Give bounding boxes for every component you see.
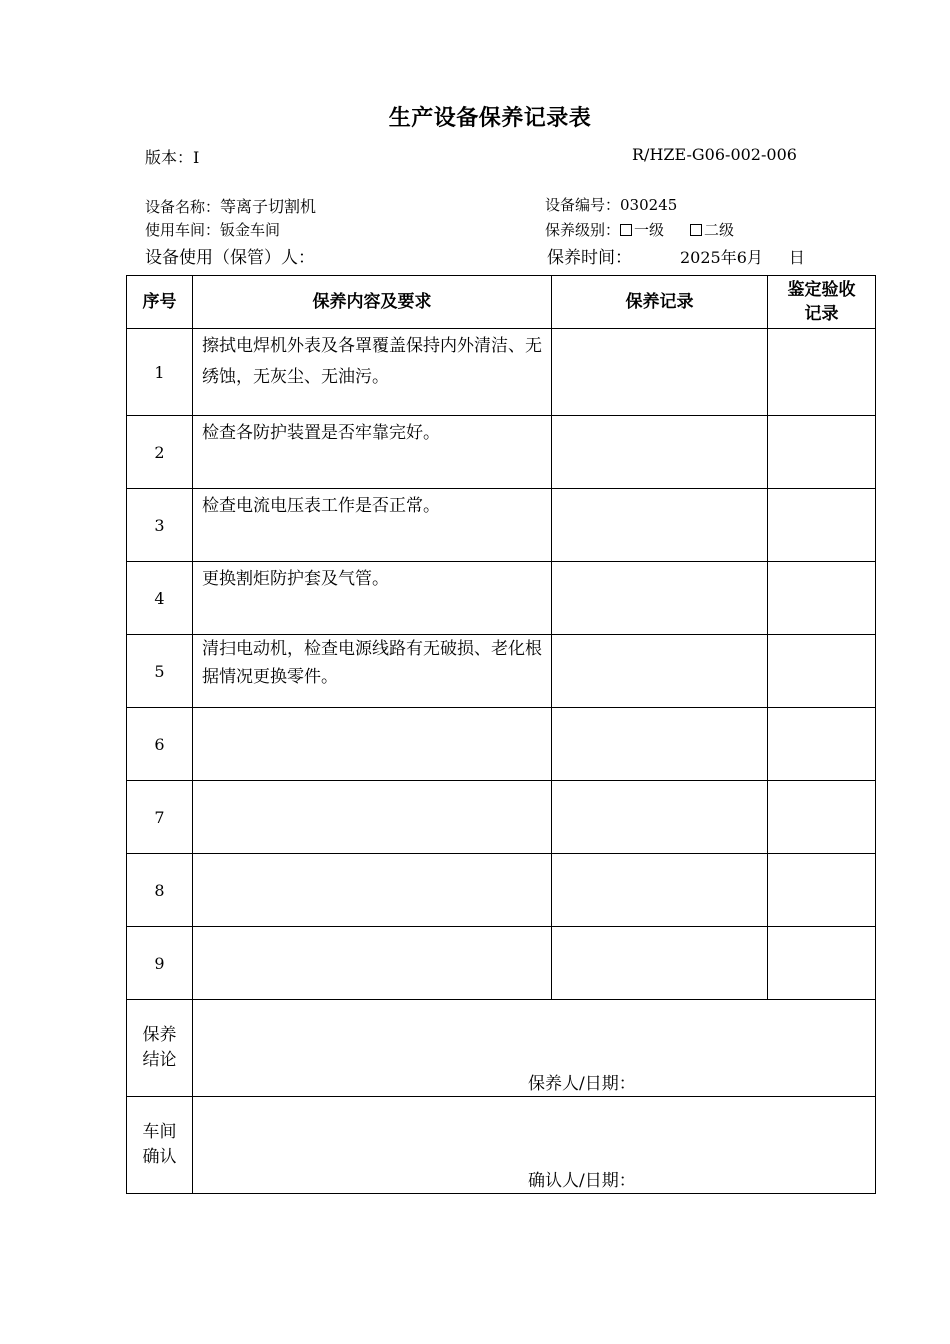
document-code: R/HZE-G06-002-006	[632, 145, 797, 164]
equipment-name-label: 设备名称：	[145, 198, 221, 216]
workshop-row	[145, 219, 280, 240]
equipment-name-value: 等离子切割机	[220, 197, 317, 216]
row-acceptance-cell[interactable]	[768, 635, 876, 708]
confirmation-signature-label: 确认人/日期：	[528, 1171, 636, 1191]
confirmation-cell[interactable]	[193, 1097, 876, 1194]
header-acceptance: 鉴定验收记录	[768, 276, 876, 329]
row-acceptance-cell[interactable]	[768, 489, 876, 562]
row-content[interactable]	[193, 927, 552, 1000]
level-1-checkbox[interactable]	[620, 224, 632, 236]
header-record: 保养记录	[552, 276, 768, 329]
row-number: 8	[127, 854, 193, 927]
conclusion-cell[interactable]	[193, 1000, 876, 1097]
row-record-cell[interactable]	[552, 927, 768, 1000]
table-row	[127, 781, 876, 854]
table-row	[127, 635, 876, 708]
header-content: 保养内容及要求	[193, 276, 552, 329]
table-row	[127, 708, 876, 781]
maintenance-level-row	[545, 219, 734, 240]
row-acceptance-cell[interactable]	[768, 927, 876, 1000]
equipment-no-row	[545, 194, 677, 215]
row-record-cell[interactable]	[552, 635, 768, 708]
table-row	[127, 416, 876, 489]
equipment-name-row	[145, 194, 316, 217]
equipment-no-value: 030245	[620, 196, 678, 214]
row-number: 4	[127, 562, 193, 635]
maintenance-table	[126, 275, 876, 1194]
time-day: 日	[788, 248, 805, 267]
row-record-cell[interactable]	[552, 562, 768, 635]
table-row	[127, 562, 876, 635]
version-label: 版本：I	[145, 148, 200, 167]
row-content[interactable]	[193, 854, 552, 927]
row-number: 9	[127, 927, 193, 1000]
row-number: 7	[127, 781, 193, 854]
row-content: 检查电流电压表工作是否正常。	[193, 489, 552, 562]
row-number: 2	[127, 416, 193, 489]
time-value: 2025年6月	[680, 248, 763, 267]
workshop-label: 使用车间：	[145, 221, 221, 239]
row-acceptance-cell[interactable]	[768, 329, 876, 416]
row-record-cell[interactable]	[552, 329, 768, 416]
conclusion-row	[127, 1000, 876, 1097]
row-record-cell[interactable]	[552, 489, 768, 562]
level-2-label: 二级	[704, 221, 735, 239]
row-record-cell[interactable]	[552, 708, 768, 781]
time-label: 保养时间：	[547, 248, 632, 268]
row-record-cell[interactable]	[552, 854, 768, 927]
confirmation-row	[127, 1097, 876, 1194]
conclusion-signature-label: 保养人/日期：	[528, 1074, 636, 1094]
row-number: 6	[127, 708, 193, 781]
table-row	[127, 329, 876, 416]
level-2-checkbox[interactable]	[690, 224, 702, 236]
row-content[interactable]	[193, 781, 552, 854]
row-content: 擦拭电焊机外表及各罩覆盖保持内外清洁、无绣蚀，无灰尘、无油污。	[193, 329, 552, 416]
row-record-cell[interactable]	[552, 781, 768, 854]
table-row	[127, 927, 876, 1000]
workshop-value: 钣金车间	[220, 221, 281, 239]
row-record-cell[interactable]	[552, 416, 768, 489]
row-acceptance-cell[interactable]	[768, 416, 876, 489]
equipment-no-label: 设备编号：	[545, 196, 621, 214]
row-number: 3	[127, 489, 193, 562]
conclusion-label: 保养结论	[127, 1000, 193, 1097]
header-no: 序号	[127, 276, 193, 329]
table-row	[127, 489, 876, 562]
level-label: 保养级别：	[545, 221, 621, 239]
row-acceptance-cell[interactable]	[768, 708, 876, 781]
row-acceptance-cell[interactable]	[768, 562, 876, 635]
row-content[interactable]	[193, 708, 552, 781]
row-number: 1	[127, 329, 193, 416]
confirmation-label: 车间确认	[127, 1097, 193, 1194]
page-title: 生产设备保养记录表	[388, 106, 592, 131]
row-acceptance-cell[interactable]	[768, 854, 876, 927]
level-1-label: 一级	[634, 221, 665, 239]
row-number: 5	[127, 635, 193, 708]
row-content: 清扫电动机，检查电源线路有无破损、老化根据情况更换零件。	[193, 635, 552, 708]
table-row	[127, 854, 876, 927]
row-content: 检查各防护装置是否牢靠完好。	[193, 416, 552, 489]
keeper-label: 设备使用（保管）人：	[145, 248, 315, 268]
row-content: 更换割炬防护套及气管。	[193, 562, 552, 635]
row-acceptance-cell[interactable]	[768, 781, 876, 854]
table-header-row	[127, 276, 876, 329]
maintenance-time-row	[547, 243, 805, 268]
